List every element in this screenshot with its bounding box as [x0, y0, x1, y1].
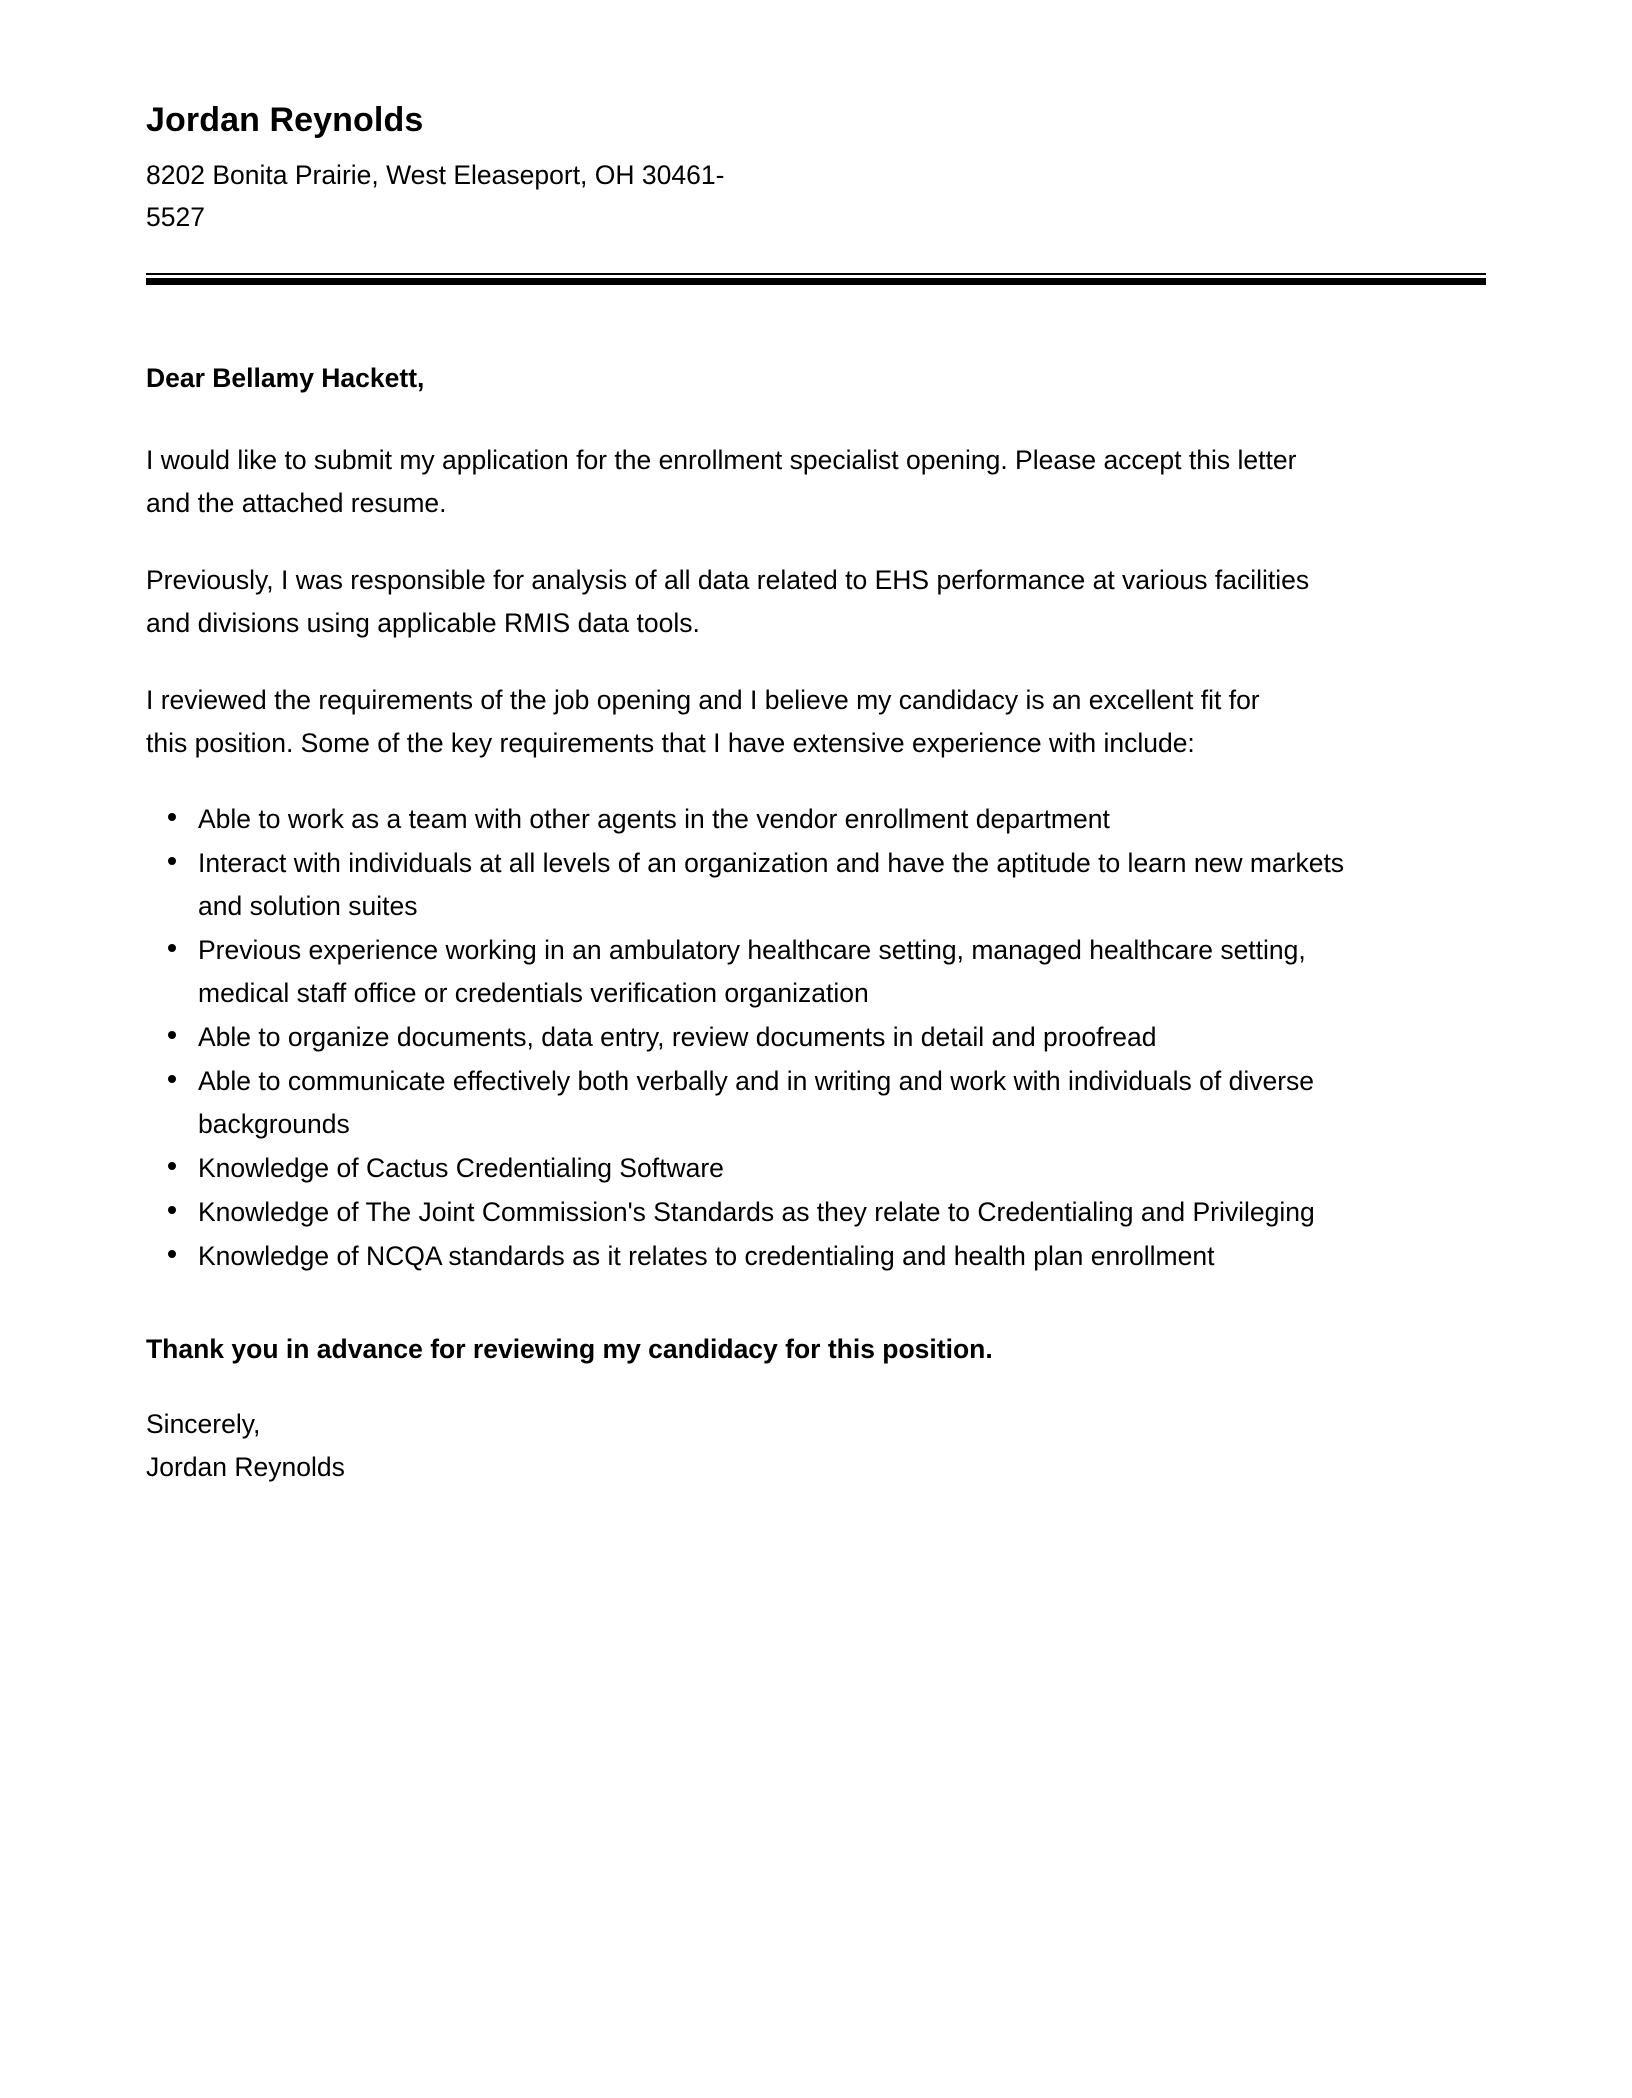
signature-name: Jordan Reynolds	[146, 1452, 345, 1483]
list-item-label: Knowledge of Cactus Credentialing Software	[198, 1152, 724, 1183]
bullet-dot-icon	[168, 1162, 176, 1170]
body-paragraph-2: Previously, I was responsible for analysis of all data related to EHS performance at various facilities and divisions using applicable RMIS data tools.	[146, 564, 1310, 638]
list-item	[198, 1016, 1358, 1059]
salutation: Dear Bellamy Hackett,	[146, 363, 425, 394]
letter-content	[146, 0, 1486, 1489]
list-item-label: Previous experience working in an ambulatory healthcare setting, managed healthcare setting, medical staff office or credentials verification organization	[198, 935, 1306, 1009]
list-item	[198, 842, 1358, 928]
closing-thanks: Thank you in advance for reviewing my candidacy for this position.	[146, 1333, 993, 1364]
divider-thick-line	[146, 278, 1486, 285]
signoff-block	[146, 1403, 1486, 1489]
bullet-dot-icon	[168, 1206, 176, 1214]
bullet-dot-icon	[168, 857, 176, 865]
list-item-label: Knowledge of The Joint Commission's Standards as they relate to Credentialing and Privileging	[198, 1196, 1315, 1227]
sender-name: Jordan Reynolds	[146, 101, 424, 139]
signoff-salutation: Sincerely,	[146, 1409, 261, 1440]
list-item	[198, 798, 1358, 841]
body-paragraph-3: I reviewed the requirements of the job opening and I believe my candidacy is an excellent fit for this position. Some of the key requirements that I have extensive experience with include:	[146, 684, 1260, 758]
bullet-dot-icon	[168, 944, 176, 952]
bullet-dot-icon	[168, 1250, 176, 1258]
letterhead	[146, 0, 1486, 239]
requirements-list	[146, 798, 1358, 1277]
list-item	[198, 1191, 1358, 1234]
list-item-label: Interact with individuals at all levels of an organization and have the aptitude to learn new markets and solution suites	[198, 848, 1345, 922]
bullet-dot-icon	[168, 813, 176, 821]
body-paragraph-1: I would like to submit my application for the enrollment specialist opening. Please accept this letter and the attached resume.	[146, 444, 1297, 518]
list-item-label: Knowledge of NCQA standards as it relates to credentialing and health plan enrollment	[198, 1240, 1215, 1271]
sender-address: 8202 Bonita Prairie, West Eleaseport, OH 30461-5527	[146, 160, 725, 233]
list-item	[198, 1147, 1358, 1190]
list-item	[198, 1235, 1358, 1278]
list-item-label: Able to work as a team with other agents in the vendor enrollment department	[198, 804, 1110, 835]
list-item-label: Able to organize documents, data entry, review documents in detail and proofread	[198, 1022, 1157, 1053]
letter-body	[146, 359, 1486, 1489]
list-item	[198, 929, 1358, 1015]
letterhead-divider	[146, 273, 1486, 285]
bullet-dot-icon	[168, 1031, 176, 1039]
bullet-dot-icon	[168, 1075, 176, 1083]
list-item	[198, 1060, 1358, 1146]
list-item-label: Able to communicate effectively both verbally and in writing and work with individuals of diverse backgrounds	[198, 1066, 1315, 1139]
